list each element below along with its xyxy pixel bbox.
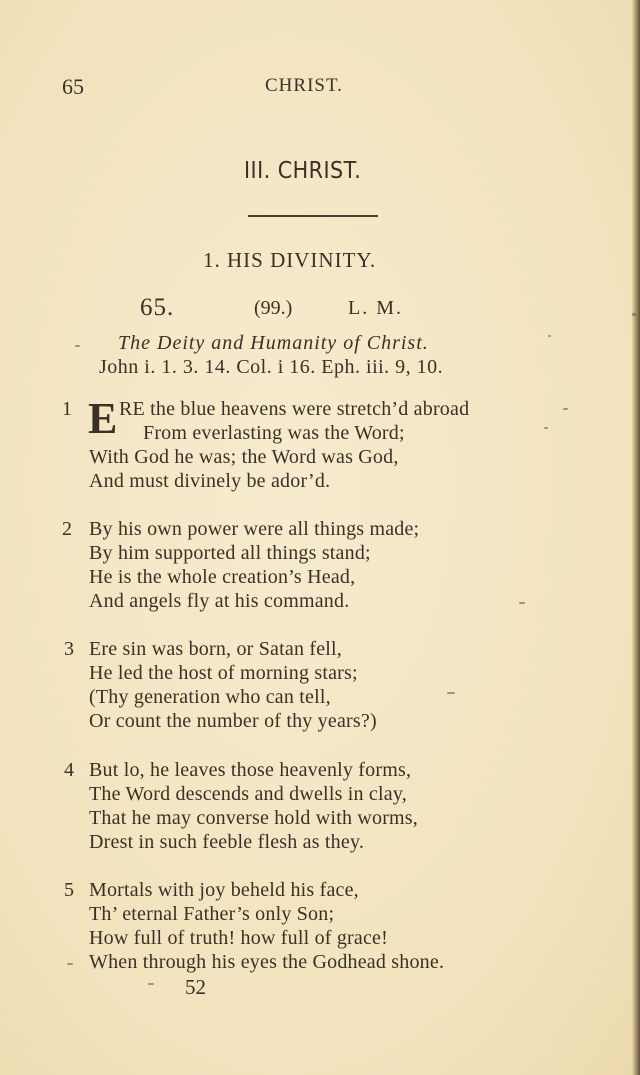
stanza-line: When through his eyes the Godhead shone. xyxy=(89,951,445,973)
hymn-number: 65. xyxy=(140,294,175,321)
stanza-line: He is the whole creation’s Head, xyxy=(89,566,356,588)
ink-speck xyxy=(75,345,80,347)
scripture-references: John i. 1. 3. 14. Col. i 16. Eph. iii. 9, 10. xyxy=(99,356,444,378)
stanza-line: From everlasting was the Word; xyxy=(143,422,405,444)
drop-cap: E xyxy=(88,394,118,443)
ink-speck xyxy=(563,408,568,410)
ink-speck xyxy=(544,427,548,429)
ink-speck xyxy=(632,313,636,316)
stanza-line: And angels fly at his command. xyxy=(89,590,350,612)
stanza-line: By his own power were all things made; xyxy=(89,518,420,540)
page-edge xyxy=(632,0,640,1075)
stanza-line: The Word descends and dwells in clay, xyxy=(89,783,407,805)
stanza-number: 4 xyxy=(64,759,74,781)
hymn-alt-number: (99.) xyxy=(254,297,293,319)
hymn-meter: L. M. xyxy=(348,297,403,319)
stanza-line: (Thy generation who can tell, xyxy=(89,686,331,708)
stanza-number: 1 xyxy=(62,398,72,420)
stanza-line: With God he was; the Word was God, xyxy=(89,446,399,468)
ink-speck xyxy=(548,335,551,337)
page-number: 65 xyxy=(62,74,84,99)
stanza-line: How full of truth! how full of grace! xyxy=(89,927,388,949)
stanza-line: And must divinely be ador’d. xyxy=(89,470,331,492)
ink-speck xyxy=(519,602,525,604)
signature-mark: 52 xyxy=(185,975,206,999)
stanza-number: 2 xyxy=(62,518,72,540)
stanza-line: Th’ eternal Father’s only Son; xyxy=(89,903,335,925)
subsection-title: 1. HIS DIVINITY. xyxy=(203,248,377,272)
stanza-line: RE the blue heavens were stretch’d abroad xyxy=(119,398,470,420)
stanza-number: 3 xyxy=(64,638,74,660)
stanza-line: Ere sin was born, or Satan fell, xyxy=(89,638,343,660)
stanza-line: But lo, he leaves those heavenly forms, xyxy=(89,759,412,781)
stanza-number: 5 xyxy=(64,879,74,901)
stanza-line: By him supported all things stand; xyxy=(89,542,371,564)
section-title: III. CHRIST. xyxy=(244,158,362,184)
stanza-line: Drest in such feeble flesh as they. xyxy=(89,831,365,853)
stanza-line: Mortals with joy beheld his face, xyxy=(89,879,359,901)
stanza-line: That he may converse hold with worms, xyxy=(89,807,418,829)
ink-speck xyxy=(447,692,455,694)
title-rule xyxy=(248,215,378,217)
running-title: CHRIST. xyxy=(265,75,343,96)
stanza-line: Or count the number of thy years?) xyxy=(89,710,377,732)
ink-speck xyxy=(148,983,154,985)
hymn-subject: The Deity and Humanity of Christ. xyxy=(118,332,429,354)
stanza-line: He led the host of morning stars; xyxy=(89,662,358,684)
ink-speck xyxy=(67,963,73,965)
